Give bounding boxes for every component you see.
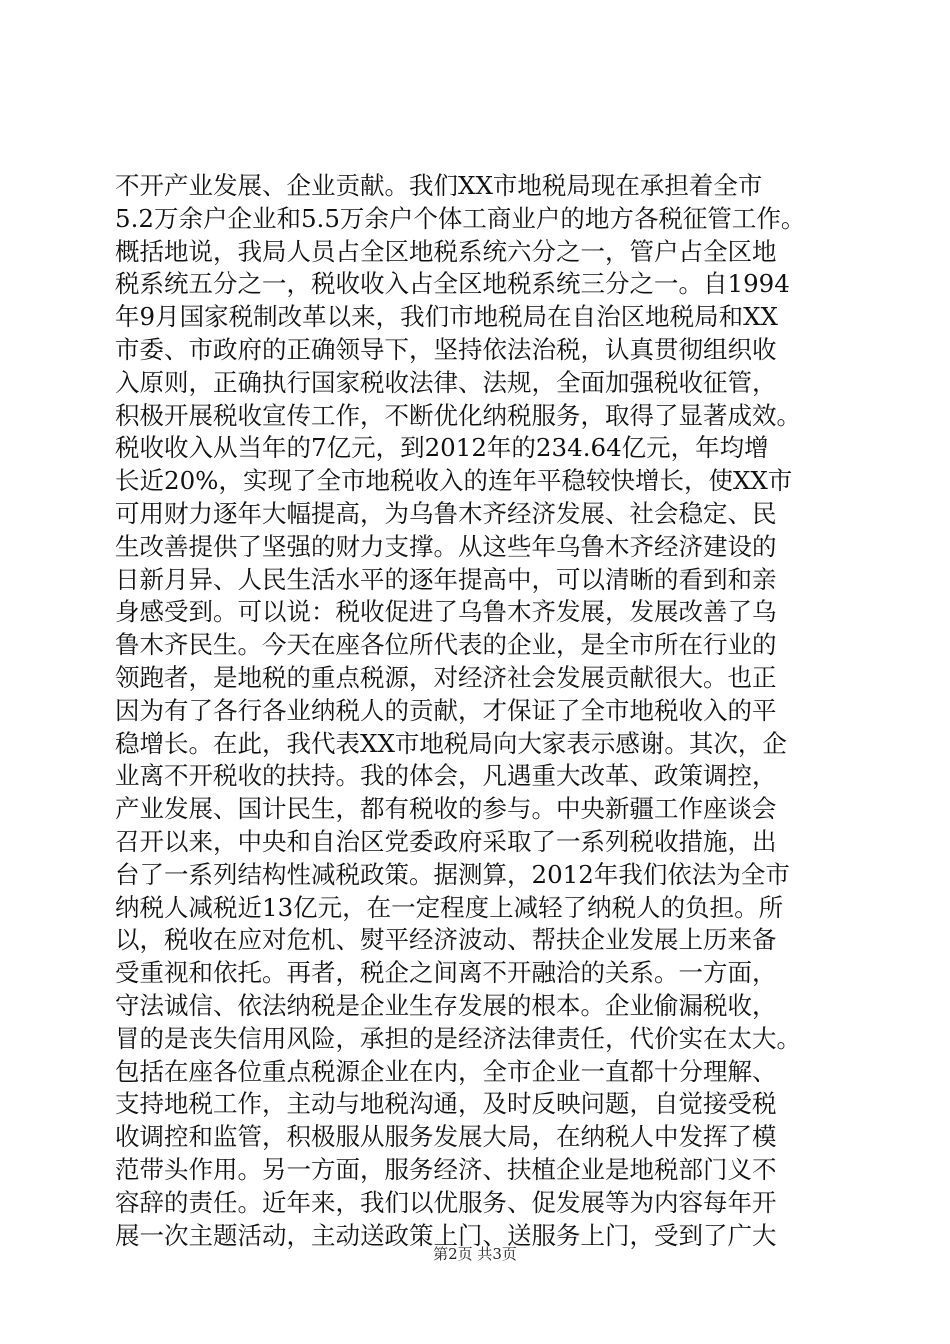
text-line: 税收收入从当年的7亿元，到2012年的234.64亿元，年均增 xyxy=(115,433,769,463)
text-line: 入原则，正确执行国家税收法律、法规，全面加强税收征管， xyxy=(115,367,777,397)
text-line: 生改善提供了坚强的财力支撑。从这些年乌鲁木齐经济建设的 xyxy=(115,531,777,561)
text-line: 业离不开税收的扶持。我的体会，凡遇重大改革、政策调控， xyxy=(115,761,777,791)
text-line: 市委、市政府的正确领导下，坚持依法治税，认真贯彻组织收 xyxy=(115,334,777,364)
text-line: 包括在座各位重点税源企业在内，全市企业一直都十分理解、 xyxy=(115,1056,777,1086)
text-line: 纳税人减税近13亿元，在一定程度上减轻了纳税人的负担。所 xyxy=(115,892,784,922)
text-line: 鲁木齐民生。今天在座各位所代表的企业，是全市所在行业的 xyxy=(115,630,777,660)
text-line: 容辞的责任。近年来，我们以优服务、促发展等为内容每年开 xyxy=(115,1187,777,1217)
text-line: 冒的是丧失信用风险，承担的是经济法律责任，代价实在太大。 xyxy=(115,1023,801,1053)
text-line: 支持地税工作，主动与地税沟通，及时反映问题，自觉接受税 xyxy=(115,1089,777,1119)
text-line: 受重视和依托。再者，税企之间离不开融洽的关系。一方面， xyxy=(115,958,777,988)
text-line: 收调控和监管，积极服从服务发展大局，在纳税人中发挥了模 xyxy=(115,1122,777,1152)
text-line: 不开产业发展、企业贡献。我们XX市地税局现在承担着全市 xyxy=(115,171,763,200)
text-line: 召开以来，中央和自治区党委政府采取了一系列税收措施，出 xyxy=(115,826,777,856)
text-line: 年9月国家税制改革以来，我们市地税局在自治区地税局和XX xyxy=(115,302,778,332)
text-line: 税系统五分之一，税收收入占全区地税系统三分之一。自1994 xyxy=(115,269,790,299)
text-line: 以，税收在应对危机、熨平经济波动、帮扶企业发展上历来备 xyxy=(115,925,777,955)
body-text xyxy=(115,170,845,1252)
text-line: 守法诚信、依法纳税是企业生存发展的根本。企业偷漏税收， xyxy=(115,990,777,1020)
page-footer xyxy=(0,1244,950,1264)
text-line: 可用财力逐年大幅提高，为乌鲁木齐经济发展、社会稳定、民 xyxy=(115,498,777,528)
text-line: 5.2万余户企业和5.5万余户个体工商业户的地方各税征管工作。 xyxy=(115,203,806,233)
text-line: 稳增长。在此，我代表XX市地税局向大家表示感谢。其次，企 xyxy=(115,728,787,758)
text-line: 因为有了各行各业纳税人的贡献，才保证了全市地税收入的平 xyxy=(115,695,777,725)
text-line: 积极开展税收宣传工作，不断优化纳税服务，取得了显著成效。 xyxy=(115,400,801,430)
text-line: 长近20%，实现了全市地税收入的连年平稳较快增长，使XX市 xyxy=(115,466,793,496)
text-line: 概括地说，我局人员占全区地税系统六分之一，管户占全区地 xyxy=(115,236,777,266)
text-line: 台了一系列结构性减税政策。据测算，2012年我们依法为全市 xyxy=(115,859,790,889)
text-line: 展一次主题活动，主动送政策上门、送服务上门，受到了广大 xyxy=(115,1220,777,1250)
text-line: 身感受到。可以说：税收促进了乌鲁木齐发展，发展改善了乌 xyxy=(115,597,777,627)
text-line: 范带头作用。另一方面，服务经济、扶植企业是地税部门义不 xyxy=(115,1154,777,1184)
text-line: 日新月异、人民生活水平的逐年提高中，可以清晰的看到和亲 xyxy=(115,564,777,594)
text-line: 产业发展、国计民生，都有税收的参与。中央新疆工作座谈会 xyxy=(115,794,777,824)
text-line: 领跑者，是地税的重点税源，对经济社会发展贡献很大。也正 xyxy=(115,662,777,692)
page-number-label: 第2页 共3页 xyxy=(433,1245,517,1263)
